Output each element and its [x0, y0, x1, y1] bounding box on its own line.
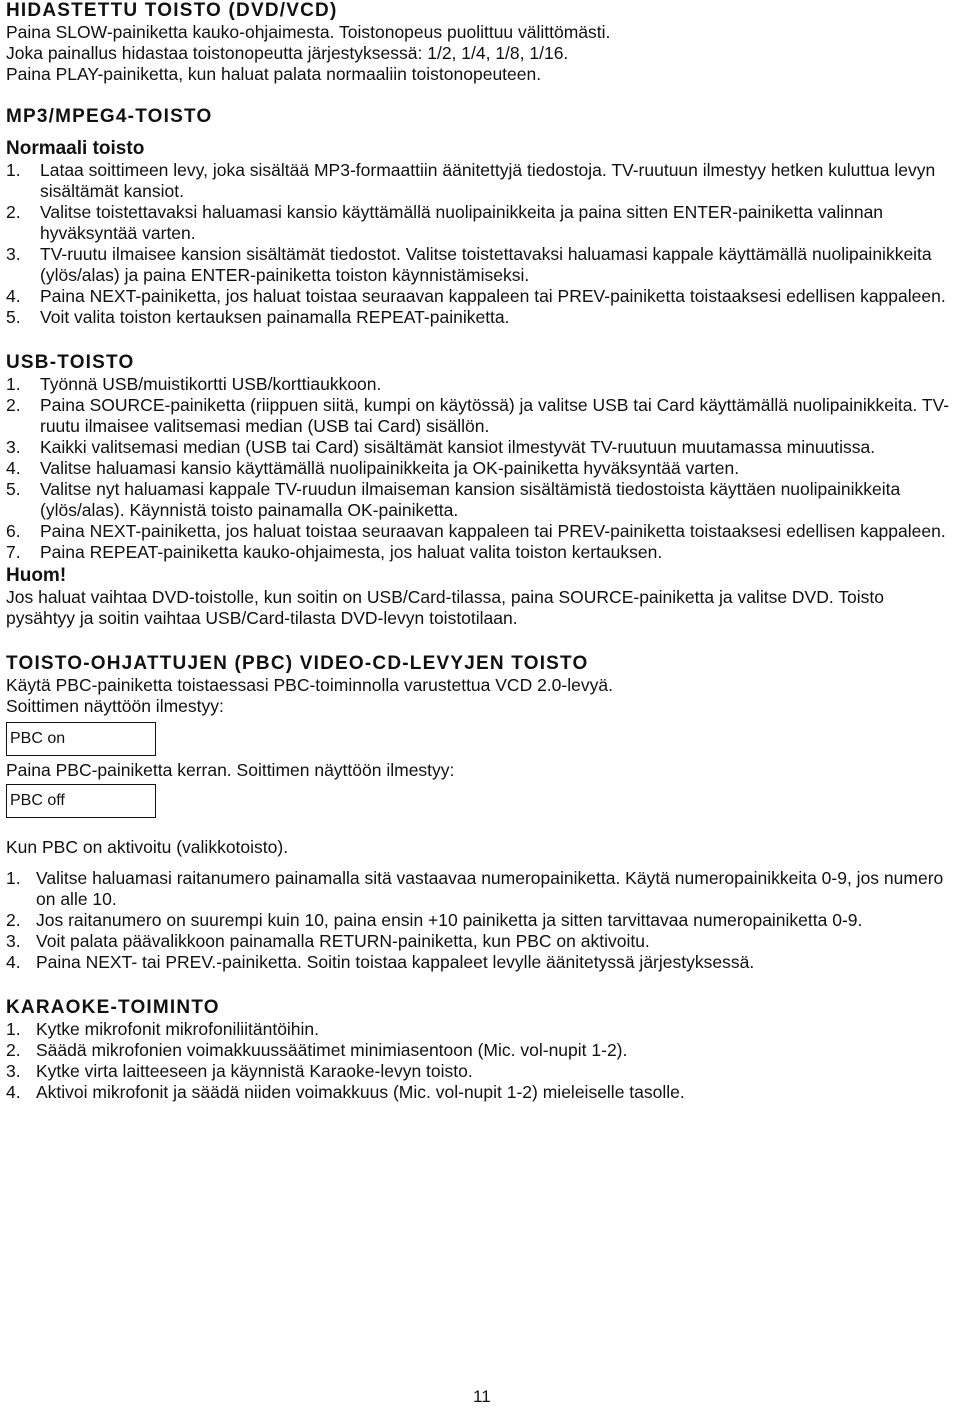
display-pbc-off: PBC off — [6, 784, 156, 818]
list-item: 2. Jos raitanumero on suurempi kuin 10, paina ensin +10 painiketta ja sitten tarvittavaa numeropainiketta 0-9. — [6, 910, 863, 930]
list-item: 3. Kaikki valitsemasi median (USB tai Card) sisältämät kansiot ilmestyvät TV-ruutuun muutamassa minuutissa. — [6, 437, 876, 457]
list-item: 1. Työnnä USB/muistikortti USB/korttiaukkoon. — [6, 374, 382, 394]
karaoke-section — [6, 997, 951, 1103]
page-number: 11 — [473, 1387, 491, 1406]
section-heading-slow: HIDASTETTU TOISTO (DVD/VCD) — [6, 0, 338, 21]
manual-page — [6, 0, 951, 1103]
note-heading: Huom! — [6, 565, 67, 586]
slow-playback-section — [6, 0, 951, 85]
pbc-press-text: Paina PBC-painiketta kerran. Soittimen näyttöön ilmestyy: — [6, 760, 455, 780]
subheading-normal-playback: Normaali toisto — [6, 138, 145, 159]
usb-playback-section — [6, 352, 951, 629]
pbc-playback-section — [6, 653, 951, 973]
mp3-steps-list — [6, 160, 951, 328]
karaoke-steps-list — [6, 1019, 951, 1103]
pbc-intro-display: Soittimen näyttöön ilmestyy: — [6, 696, 224, 716]
section-heading-usb: USB-TOISTO — [6, 352, 135, 373]
list-item: 3. Kytke virta laitteeseen ja käynnistä Karaoke-levyn toisto. — [6, 1061, 473, 1081]
section-heading-mp3: MP3/MPEG4-TOISTO — [6, 106, 213, 127]
usb-steps-list — [6, 374, 951, 563]
section-heading-karaoke: KARAOKE-TOIMINTO — [6, 997, 220, 1018]
list-item: 2. Paina SOURCE-painiketta (riippuen siitä, kumpi on käytössä) ja valitse USB tai Card käyttämällä nuolipainikkeita. TV-ruutu ilmaisee valitsemasi median (USB tai Card) sisällön. — [6, 395, 950, 436]
list-item: 2. Valitse toistettavaksi haluamasi kansio käyttämällä nuolipainikkeita ja paina sitten ENTER-painiketta valinnan hyväksyntää varten. — [6, 202, 884, 243]
paragraph-line: Paina SLOW-painiketta kauko-ohjaimesta. Toistonopeus puolittuu välittömästi. — [6, 22, 611, 42]
note-text: Jos haluat vaihtaa DVD-toistolle, kun soitin on USB/Card-tilassa, paina SOURCE-painiketta ja valitse DVD. Toisto pysähtyy ja soitin vaihtaa USB/Card-tilasta DVD-levyn toistotilaan. — [6, 587, 884, 628]
list-item: 4. Aktivoi mikrofonit ja säädä niiden voimakkuus (Mic. vol-nupit 1-2) mieleiselle tasolle. — [6, 1082, 685, 1102]
list-item: 7. Paina REPEAT-painiketta kauko-ohjaimesta, jos haluat valita toiston kertauksen. — [6, 542, 663, 562]
pbc-active-text: Kun PBC on aktivoitu (valikkotoisto). — [6, 837, 289, 857]
list-item: 4. Paina NEXT- tai PREV.-painiketta. Soitin toistaa kappaleet levylle äänitetyssä järjestyksessä. — [6, 952, 755, 972]
list-item: 4. Paina NEXT-painiketta, jos haluat toistaa seuraavan kappaleen tai PREV-painiketta toistaaksesi edellisen kappaleen. — [6, 286, 946, 306]
pbc-intro: Käytä PBC-painiketta toistaessasi PBC-toiminnolla varustettua VCD 2.0-levyä. — [6, 675, 613, 695]
list-item: 1. Valitse haluamasi raitanumero painamalla sitä vastaavaa numeropainiketta. Käytä numeropainikkeita 0-9, jos numero on alle 10. — [6, 868, 944, 909]
mp3-playback-section — [6, 106, 951, 328]
list-item: 6. Paina NEXT-painiketta, jos haluat toistaa seuraavan kappaleen tai PREV-painiketta toistaaksesi edellisen kappaleen. — [6, 521, 946, 541]
paragraph-line: Paina PLAY-painiketta, kun haluat palata normaaliin toistonopeuteen. — [6, 64, 542, 84]
list-item: 1. Lataa soittimeen levy, joka sisältää MP3-formaattiin äänitettyjä tiedostoja. TV-ruutuun ilmestyy hetken kuluttua levyn sisältämät kansiot. — [6, 160, 936, 201]
list-item: 2. Säädä mikrofonien voimakkuussäätimet minimiasentoon (Mic. vol-nupit 1-2). — [6, 1040, 628, 1060]
list-item: 3. TV-ruutu ilmaisee kansion sisältämät tiedostot. Valitse toistettavaksi haluamasi kappale käyttämällä nuolipainikkeita (ylös/alas) ja paina ENTER-painiketta toiston käynnistämiseksi. — [6, 244, 932, 285]
list-item: 5. Voit valita toiston kertauksen painamalla REPEAT-painiketta. — [6, 307, 510, 327]
list-item: 4. Valitse haluamasi kansio käyttämällä nuolipainikkeita ja OK-painiketta hyväksyntää varten. — [6, 458, 740, 478]
list-item: 5. Valitse nyt haluamasi kappale TV-ruudun ilmaiseman kansion sisältämistä tiedostoista käyttäen nuolipainikkeita (ylös/alas). Käynnistä toisto painamalla OK-painiketta. — [6, 479, 901, 520]
paragraph-line: Joka painallus hidastaa toistonopeutta järjestyksessä: 1/2, 1/4, 1/8, 1/16. — [6, 43, 569, 63]
list-item: 3. Voit palata päävalikkoon painamalla RETURN-painiketta, kun PBC on aktivoitu. — [6, 931, 650, 951]
section-heading-pbc: TOISTO-OHJATTUJEN (PBC) VIDEO-CD-LEVYJEN TOISTO — [6, 653, 589, 674]
list-item: 1. Kytke mikrofonit mikrofoniliitäntöihin. — [6, 1019, 320, 1039]
display-pbc-on: PBC on — [6, 722, 156, 756]
pbc-steps-list — [6, 868, 951, 973]
